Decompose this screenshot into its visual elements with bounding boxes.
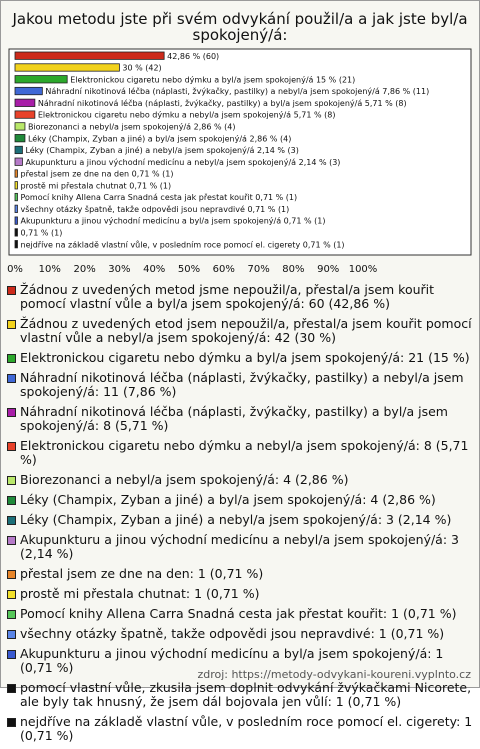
bar-8 xyxy=(15,134,25,141)
legend-swatch xyxy=(7,476,16,485)
bar-14 xyxy=(15,205,18,212)
legend-text: Léky (Champix, Zyban a jiné) a nebyl/a jsem spokojený/á: 3 (2,14 %) xyxy=(20,512,452,527)
legend-item-6 xyxy=(7,439,473,467)
legend-text: Pomocí knihy Allena Carra Snadná cesta jak přestat kouřit: 1 (0,71 %) xyxy=(20,606,457,621)
legend-swatch xyxy=(7,570,16,579)
legend-swatch xyxy=(7,590,16,599)
legend-swatch xyxy=(7,374,16,383)
bar-15 xyxy=(15,217,18,224)
bar-label-17: nejdříve na základě vlastní vůle, v posledním roce pomocí el. cigerety 0,71 % (1) xyxy=(20,240,345,250)
bar-label-13: Pomocí knihy Allena Carra Snadná cesta jak přestat kouřit 0,71 % (1) xyxy=(20,193,298,203)
legend-item-7 xyxy=(7,473,473,487)
legend-text: Náhradní nikotinová léčba (náplasti, žvýkačky, pastilky) a nebyl/a jsem spokojený/á: 11 (7,86 %) xyxy=(20,370,464,399)
legend-swatch xyxy=(7,408,16,417)
bar-4 xyxy=(15,87,42,94)
x-tick-label: 90% xyxy=(317,264,340,275)
bar-label-8: Léky (Champix, Zyban a jiné) a byl/a jsem spokojený/á 2,86 % (4) xyxy=(27,134,292,144)
legend-swatch xyxy=(7,650,16,659)
source-note: zdroj: https://metody-odvykani-koureni.vyplnto.cz xyxy=(197,668,471,681)
legend-text: Akupunkturu a jinou východní medicínu a byl/a jsem spokojený/á: 1 (0,71 %) xyxy=(20,646,444,675)
legend-text: Biorezonanci a nebyl/a jsem spokojený/á: 4 (2,86 %) xyxy=(20,472,349,487)
bar-label-9: Léky (Champix, Zyban a jiné) a nebyl/a jsem spokojený/á 2,14 % (3) xyxy=(25,146,299,156)
bar-12 xyxy=(15,182,18,189)
legend-item-16 xyxy=(7,681,473,709)
bar-16 xyxy=(15,229,18,236)
bar-label-3: Elektronickou cigaretu nebo dýmku a byl/a jsem spokojený/á 15 % (21) xyxy=(70,75,356,85)
legend-item-3 xyxy=(7,351,473,365)
legend-text: Léky (Champix, Zyban a jiné) a byl/a jsem spokojený/á: 4 (2,86 %) xyxy=(20,492,436,507)
bar-label-7: Biorezonanci a nebyl/a jsem spokojený/á 2,86 % (4) xyxy=(27,122,236,132)
bar-7 xyxy=(15,123,25,130)
legend-text: nejdříve na základě vlastní vůle, v posledním roce pomocí el. cigerety: 1 (0,71 %) xyxy=(20,714,473,743)
legend-item-5 xyxy=(7,405,473,433)
legend-text: všechny otázky špatně, takže odpovědi jsou nepravdivé: 1 (0,71 %) xyxy=(20,626,445,641)
bar-label-15: Akupunkturu a jinou východní medicínu a byl/a jsem spokojený/á 0,71 % (1) xyxy=(20,216,326,226)
x-tick-label: 10% xyxy=(38,264,61,275)
legend-item-4 xyxy=(7,371,473,399)
bar-5 xyxy=(15,99,35,106)
bar-11 xyxy=(15,170,18,177)
x-tick-label: 30% xyxy=(108,264,131,275)
x-tick-label: 50% xyxy=(177,264,201,275)
legend-swatch xyxy=(7,354,16,363)
legend-text: Náhradní nikotinová léčba (náplasti, žvýkačky, pastilky) a byl/a jsem spokojený/á: 8 (5,71 %) xyxy=(20,404,448,433)
x-tick-label: 70% xyxy=(247,264,270,275)
legend-item-13 xyxy=(7,607,473,621)
legend-text: Elektronickou cigaretu nebo dýmku a byl/a jsem spokojený/á: 21 (15 %) xyxy=(20,350,470,365)
x-tick-label: 60% xyxy=(212,264,235,275)
bar-label-12: prostě mi přestala chutnat 0,71 % (1) xyxy=(20,181,172,191)
x-axis-ticks xyxy=(7,264,377,275)
legend-item-9 xyxy=(7,513,473,527)
bar-label-10: Akupunkturu a jinou východní medicínu a nebyl/a jsem spokojený/á 2,14 % (3) xyxy=(25,157,341,167)
legend-swatch xyxy=(7,718,16,727)
x-tick-label: 100% xyxy=(348,264,378,275)
legend-item-11 xyxy=(7,567,473,581)
legend-swatch xyxy=(7,516,16,525)
x-tick-label: 0% xyxy=(7,264,23,275)
bar-label-14: všechny otázky špatně, takže odpovědi jsou nepravdivé 0,71 % (1) xyxy=(20,204,290,214)
legend-swatch xyxy=(7,320,16,329)
bar-6 xyxy=(15,111,35,118)
bar-10 xyxy=(15,158,22,165)
legend-text: Elektronickou cigaretu nebo dýmku a nebyl/a jsem spokojený/á: 8 (5,71 %) xyxy=(20,438,469,467)
legend-text: Žádnou z uvedených etod jsem nepoužil/a, přestal/a jsem kouřit pomocí vlastní vůle a nebyl/a jsem spokojený/á: 42 (30 %) xyxy=(20,316,472,345)
bar-label-16: 0,71 % (1) xyxy=(20,228,63,238)
bar-label-2: 30 % (42) xyxy=(122,63,162,73)
bar-2 xyxy=(15,64,119,71)
bar-label-5: Náhradní nikotinová léčba (náplasti, žvýkačky, pastilky) a byl/a jsem spokojený/á 5,71 % (8) xyxy=(37,98,407,108)
bar-1 xyxy=(15,52,164,59)
legend-swatch xyxy=(7,610,16,619)
x-tick-label: 40% xyxy=(143,264,166,275)
legend-text: Akupunkturu a jinou východní medicínu a nebyl/a jsem spokojený/á: 3 (2,14 %) xyxy=(20,532,459,561)
bar-3 xyxy=(15,76,67,83)
legend-item-10 xyxy=(7,533,473,561)
legend-text: přestal jsem ze dne na den: 1 (0,71 %) xyxy=(20,566,264,581)
legend-item-1 xyxy=(7,283,473,311)
bar-9 xyxy=(15,146,22,153)
legend-text: prostě mi přestala chutnat: 1 (0,71 %) xyxy=(20,586,260,601)
chart-title: Jakou metodu jste při svém odvykání použil/a a jak jste byl/a spokojený/á: xyxy=(12,10,468,44)
legend-swatch xyxy=(7,630,16,639)
legend-item-12 xyxy=(7,587,473,601)
bar-13 xyxy=(15,193,18,200)
legend-item-2 xyxy=(7,317,473,345)
legend-text: pomocí vlastní vůle, zkusila jsem doplnit odvykání žvýkačkami Nicorete, ale byly tak hnusný, že jsem dál bojovala jen vůlí: 1 (0,71 %) xyxy=(20,680,472,709)
bar-label-1: 42,86 % (60) xyxy=(167,51,220,61)
legend-swatch xyxy=(7,684,16,693)
bar-17 xyxy=(15,240,18,247)
bar-label-4: Náhradní nikotinová léčba (náplasti, žvýkačky, pastilky) a nebyl/a jsem spokojený/á 7,86 % (11) xyxy=(45,87,430,97)
legend-item-17 xyxy=(7,715,473,743)
bar-label-11: přestal jsem ze dne na den 0,71 % (1) xyxy=(20,169,174,179)
legend-item-8 xyxy=(7,493,473,507)
legend-text: Žádnou z uvedených metod jsme nepoužil/a, přestal/a jsem kouřit pomocí vlastní vůle a byl/a jsem spokojený/á: 60 (42,86 %) xyxy=(20,282,435,311)
x-tick-label: 80% xyxy=(282,264,305,275)
legend-swatch xyxy=(7,536,16,545)
legend-item-14 xyxy=(7,627,473,641)
bar-chart xyxy=(1,1,479,281)
x-tick-label: 20% xyxy=(73,264,96,275)
legend-swatch xyxy=(7,286,16,295)
legend-swatch xyxy=(7,442,16,451)
legend-swatch xyxy=(7,496,16,505)
bar-label-6: Elektronickou cigaretu nebo dýmku a nebyl/a jsem spokojený/á 5,71 % (8) xyxy=(37,110,336,120)
